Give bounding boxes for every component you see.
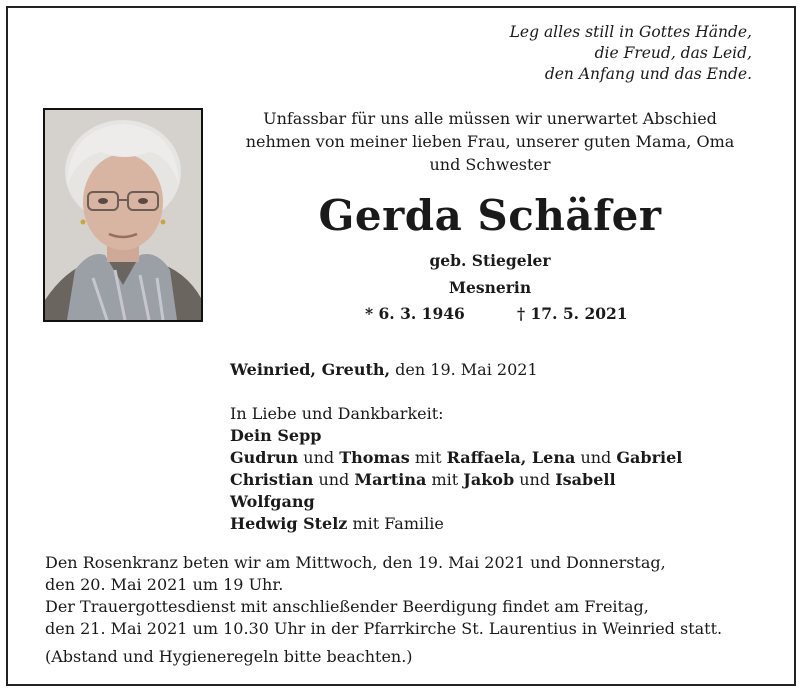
hygiene-hint: (Abstand und Hygieneregeln bitte beachten.) xyxy=(45,647,413,666)
verse-line: Leg alles still in Gottes Hände, xyxy=(509,23,752,41)
verse-line: den Anfang und das Ende. xyxy=(544,65,752,83)
mourner-line: Wolfgang xyxy=(230,492,315,511)
birth-date: * 6. 3. 1946 xyxy=(365,304,465,323)
notice-line: Den Rosenkranz beten wir am Mittwoch, den 19. Mai 2021 und Donnerstag, xyxy=(45,553,666,572)
intro-line: Unfassbar für uns alle müssen wir unerwartet Abschied xyxy=(263,109,717,128)
birth-name: geb. Stiegeler xyxy=(429,251,551,270)
mourners-heading: In Liebe und Dankbarkeit: xyxy=(230,404,444,423)
notice-line: den 20. Mai 2021 um 19 Uhr. xyxy=(45,575,284,594)
verse xyxy=(452,22,752,85)
portrait-photo xyxy=(43,108,203,322)
verse-line: die Freud, das Leid, xyxy=(594,44,752,62)
service-notice xyxy=(45,552,722,640)
portrait-photo-icon xyxy=(45,110,201,320)
intro-line: nehmen von meiner lieben Frau, unserer guten Mama, Oma xyxy=(245,132,735,151)
place: Weinried, Greuth, xyxy=(230,360,391,379)
deceased-name: Gerda Schäfer xyxy=(318,191,662,240)
date: den 19. Mai 2021 xyxy=(390,360,538,379)
intro-text xyxy=(225,107,755,176)
notice-line: Der Trauergottesdienst mit anschließender Beerdigung findet am Freitag, xyxy=(45,597,649,616)
mourner-line: Dein Sepp xyxy=(230,426,322,445)
mourner-line: Christian und Martina mit Jakob und Isabell xyxy=(230,470,616,489)
role: Mesnerin xyxy=(448,278,532,297)
notice-line: den 21. Mai 2021 um 10.30 Uhr in der Pfarrkirche St. Laurentius in Weinried statt. xyxy=(45,619,723,638)
place-date xyxy=(230,359,538,381)
mourner-line: Gudrun und Thomas mit Raffaela, Lena und Gabriel xyxy=(230,448,683,467)
mourner-line: Hedwig Stelz mit Familie xyxy=(230,514,444,533)
mourners xyxy=(230,403,682,535)
intro-line: und Schwester xyxy=(429,155,551,174)
death-date: † 17. 5. 2021 xyxy=(517,304,628,323)
